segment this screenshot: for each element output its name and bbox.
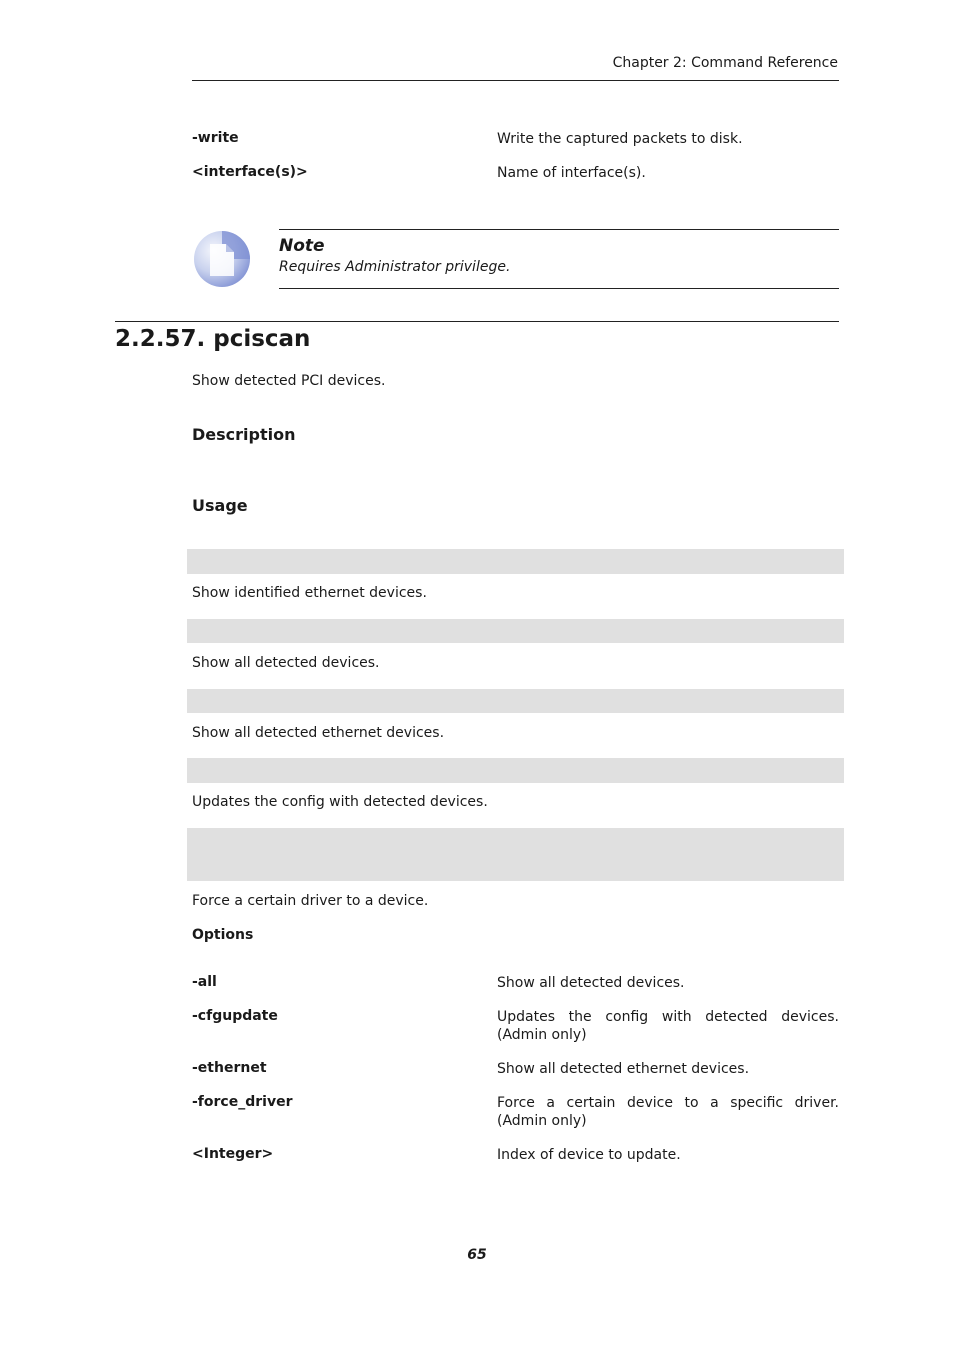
option-name-cfgupdate: -cfgupdate bbox=[192, 1008, 278, 1024]
option-desc-ethernet: Show all detected ethernet devices. bbox=[497, 1061, 750, 1077]
option-desc-cfgupdate: Updates the config with detected devices. (Admin only) bbox=[497, 1009, 839, 1043]
options-heading: Options bbox=[192, 927, 254, 943]
usage-code-block bbox=[187, 619, 844, 643]
usage-description: Show all detected devices. bbox=[192, 655, 380, 671]
usage-description: Show all detected ethernet devices. bbox=[192, 725, 445, 741]
option-desc-interfaces: Name of interface(s). bbox=[497, 165, 646, 181]
option-name-write: -write bbox=[192, 130, 239, 146]
usage-code-block bbox=[187, 689, 844, 713]
option-desc-force-driver: Force a certain device to a specific driver. (Admin only) bbox=[497, 1095, 839, 1129]
option-name-all: -all bbox=[192, 974, 217, 990]
section-divider bbox=[115, 321, 839, 322]
description-heading: Description bbox=[192, 425, 296, 444]
option-name-force-driver: -force_driver bbox=[192, 1094, 293, 1110]
note-bottom-rule bbox=[279, 288, 839, 289]
usage-code-block bbox=[187, 758, 844, 783]
option-desc-integer: Index of device to update. bbox=[497, 1147, 681, 1163]
note-title: Note bbox=[279, 236, 325, 256]
option-desc-write: Write the captured packets to disk. bbox=[497, 131, 743, 147]
usage-code-block bbox=[187, 549, 844, 574]
section-title: 2.2.57. pciscan bbox=[115, 326, 311, 352]
note-top-rule bbox=[279, 229, 839, 230]
option-name-interfaces: <interface(s)> bbox=[192, 164, 308, 180]
section-summary: Show detected PCI devices. bbox=[192, 373, 386, 389]
usage-description: Show identified ethernet devices. bbox=[192, 585, 427, 601]
usage-description: Updates the config with detected devices. bbox=[192, 794, 488, 810]
usage-heading: Usage bbox=[192, 496, 248, 515]
option-desc-all: Show all detected devices. bbox=[497, 975, 685, 991]
running-header: Chapter 2: Command Reference bbox=[612, 55, 838, 71]
option-name-ethernet: -ethernet bbox=[192, 1060, 267, 1076]
note-icon bbox=[192, 230, 252, 290]
note-text: Requires Administrator privilege. bbox=[279, 259, 511, 275]
usage-description: Force a certain driver to a device. bbox=[192, 893, 429, 909]
page-number: 65 bbox=[467, 1247, 487, 1263]
option-name-integer: <Integer> bbox=[192, 1146, 274, 1162]
usage-code-block bbox=[187, 828, 844, 881]
header-divider bbox=[192, 80, 839, 81]
